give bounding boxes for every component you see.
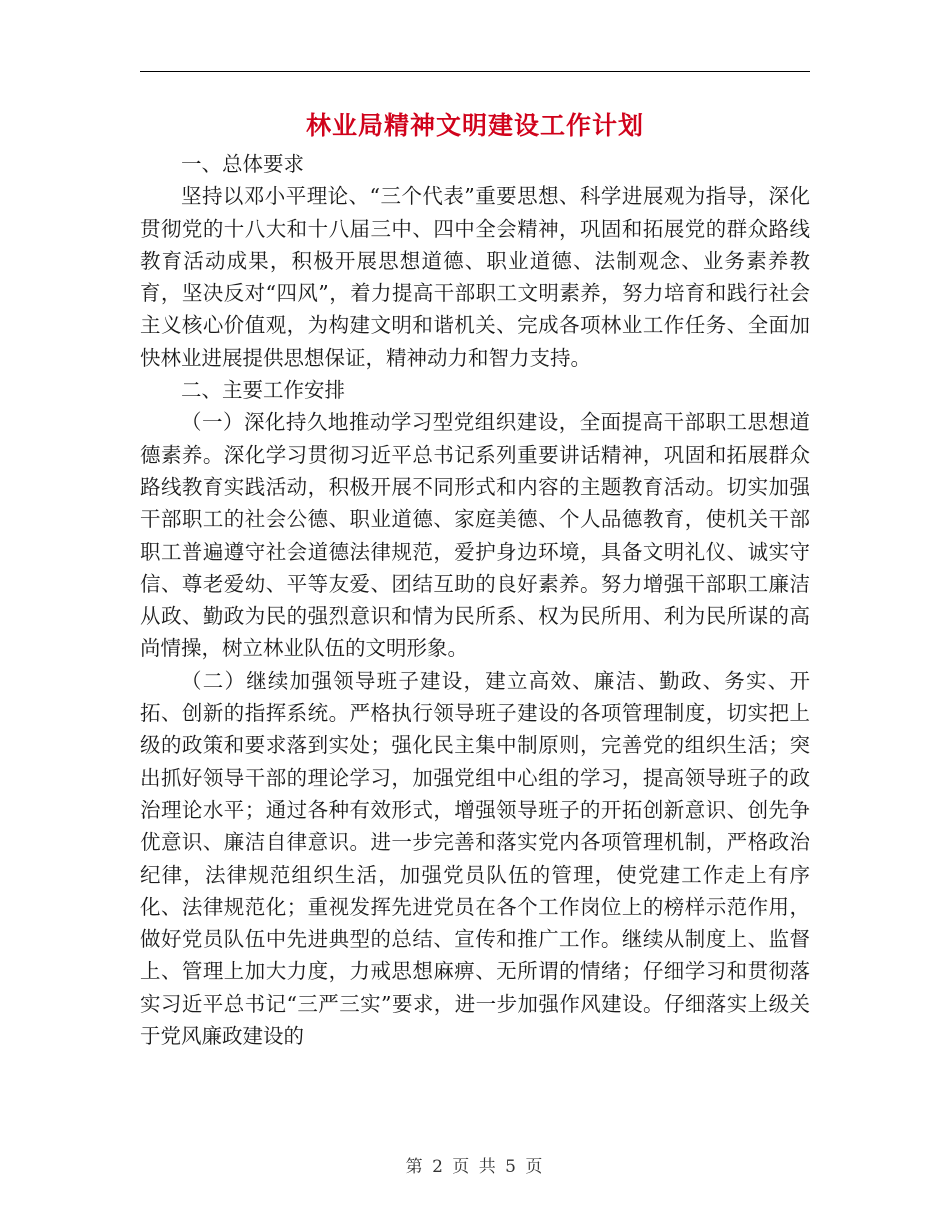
- page-number-footer: 第 2 页 共 5 页: [405, 1157, 545, 1177]
- document-body: [140, 148, 810, 1052]
- paragraph-general-requirements: 坚持以邓小平理论、“三个代表”重要思想、科学进展观为指导，深化贯彻党的十八大和十八届三中、四中全会精神，巩固和拓展党的群众路线教育活动成果，积极开展思想道德、职业道德、法制观念、业务素养教育，坚决反对“四风”，着力提高干部职工文明素养，努力培育和践行社会主义核心价值观，为构建文明和谐机关、完成各项林业工作任务、全面加快林业进展提供思想保证，精神动力和智力支持。: [140, 184, 810, 370]
- section-heading-general-requirements: 一、总体要求: [181, 152, 304, 176]
- paragraph-item-two: （二）继续加强领导班子建设，建立高效、廉洁、勤政、务实、开拓、创新的指挥系统。严格执行领导班子建设的各项管理制度，切实把上级的政策和要求落到实处；强化民主集中制原则，完善党的组织生活；突出抓好领导干部的理论学习，加强党组中心组的学习，提高领导班子的政治理论水平；通过各种有效形式，增强领导班子的开拓创新意识、创先争优意识、廉洁自律意识。进一步完善和落实党内各项管理机制，严格政治纪律，法律规范组织生活，加强党员队伍的管理，使党建工作走上有序化、法律规范化；重视发挥先进党员在各个工作岗位上的榜样示范作用，做好党员队伍中先进典型的总结、宣传和推广工作。继续从制度上、监督上、管理上加大力度，力戒思想麻痹、无所谓的情绪；仔细学习和贯彻落实习近平总书记“三严三实”要求，进一步加强作风建设。仔细落实上级关于党风廉政建设的: [140, 668, 810, 1049]
- section-heading-main-arrangements: 二、主要工作安排: [181, 378, 345, 403]
- document-title: 林业局精神文明建设工作计划: [305, 111, 644, 140]
- header-rule: [140, 71, 810, 72]
- paragraph-item-one: （一）深化持久地推动学习型党组织建设，全面提高干部职工思想道德素养。深化学习贯彻习近平总书记系列重要讲话精神，巩固和拓展群众路线教育实践活动，积极开展不同形式和内容的主题教育活动。切实加强干部职工的社会公德、职业道德、家庭美德、个人品德教育，使机关干部职工普遍遵守社会道德法律规范，爱护身边环境，具备文明礼仪、诚实守信、尊老爱幼、平等友爱、团结互助的良好素养。努力增强干部职工廉洁从政、勤政为民的强烈意识和情为民所系、权为民所用、利为民所谋的高尚情操，树立林业队伍的文明形象。: [140, 410, 810, 661]
